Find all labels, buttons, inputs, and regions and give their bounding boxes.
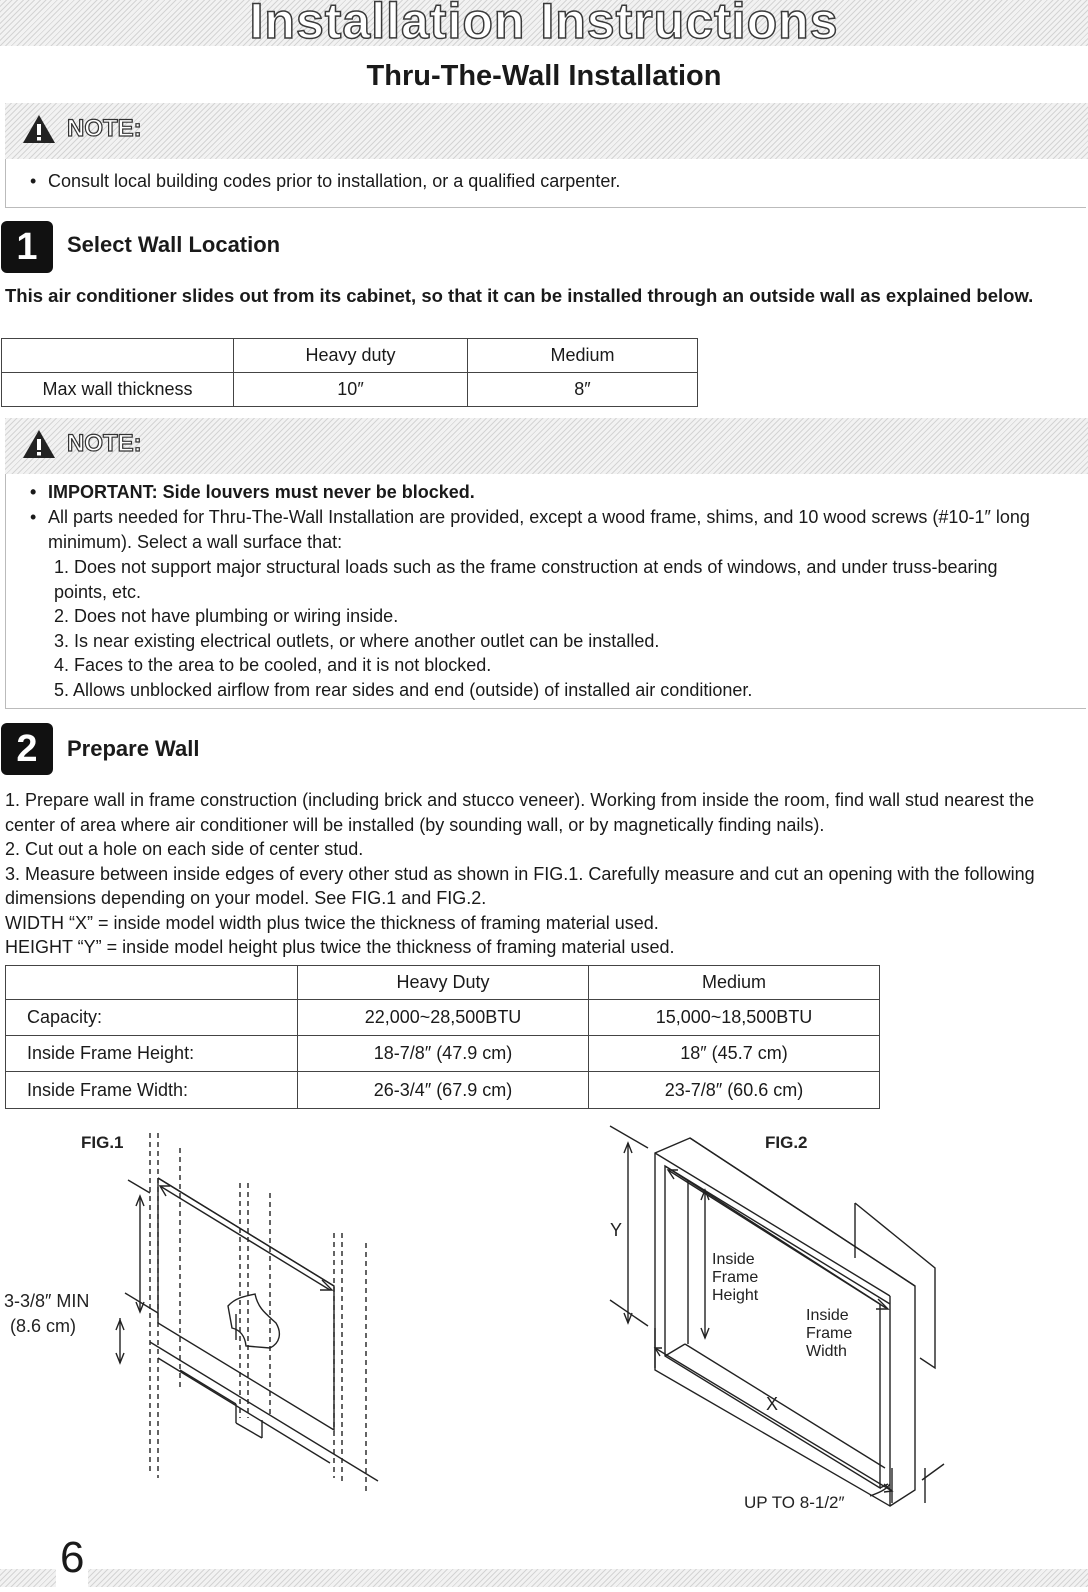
- table-row: [6, 966, 880, 1000]
- parts-bullet: • All parts needed for Thru-The-Wall Installation are provided, except a wood frame, shims, and 10 wood screws (#10-1″ long minimum). Select a wall surface that:: [6, 505, 1058, 555]
- table-cell: 22,000~28,500BTU: [298, 1000, 589, 1036]
- step-2-title: Prepare Wall: [67, 736, 200, 761]
- table-row: [6, 1036, 880, 1072]
- table-cell: Max wall thickness: [2, 373, 234, 407]
- step-1-badge: 1: [1, 221, 53, 273]
- table-header: Heavy Duty: [298, 966, 589, 1000]
- table-row: [2, 373, 698, 407]
- inside-frame-height-label: Inside: [712, 1251, 755, 1268]
- wall-thickness-table: [1, 338, 698, 407]
- instruction-paragraph: WIDTH “X” = inside model width plus twice the thickness of framing material used.: [5, 912, 659, 933]
- header-banner: [0, 0, 1088, 49]
- list-item: 5. Allows unblocked airflow from rear sides and end (outside) of installed air conditioner.: [54, 679, 753, 700]
- table-cell: Inside Frame Height:: [6, 1036, 298, 1072]
- inside-frame-height-label: Height: [712, 1287, 759, 1304]
- page-number: 6: [56, 1528, 88, 1588]
- fig1-min-line1: 3-3/8″ MIN: [4, 1291, 90, 1311]
- fig2-label: FIG.2: [765, 1133, 808, 1152]
- warning-icon: [21, 113, 57, 145]
- note-label-text: NOTE:: [67, 115, 142, 142]
- step-2-instructions: [5, 788, 1085, 960]
- table-cell: 10″: [234, 373, 468, 407]
- step-1-title: Select Wall Location: [67, 232, 281, 257]
- list-item: 2. Does not have plumbing or wiring inside.: [54, 606, 399, 626]
- table-header: Medium: [589, 966, 880, 1000]
- note-bar-2: [5, 418, 1088, 474]
- table-cell: 15,000~18,500BTU: [589, 1000, 880, 1036]
- note-label-2: [21, 428, 142, 460]
- table-cell: 26-3/4″ (67.9 cm): [298, 1072, 589, 1109]
- instruction-paragraph: 1. Prepare wall in frame construction (including brick and stucco veneer). Working from inside the room, find wall stud nearest the center of area where air conditioner will be installed (by sounding wall, or by magnetically finding nails).: [5, 790, 1035, 835]
- fig1-min-line2: (8.6 cm): [10, 1316, 77, 1336]
- list-item: 1. Does not support major structural loads such as the frame construction at ends of windows, and under truss-bearing points, etc.: [54, 557, 998, 602]
- note-bar-1: [5, 103, 1088, 159]
- fig1-label: FIG.1: [81, 1133, 124, 1152]
- table-cell: [2, 339, 234, 373]
- note-body-1: [5, 159, 1086, 208]
- footer-bar: [0, 1569, 1088, 1587]
- table-cell: [6, 966, 298, 1000]
- table-cell: 18″ (45.7 cm): [589, 1036, 880, 1072]
- table-row: [2, 339, 698, 373]
- note-label-text: NOTE:: [67, 430, 142, 457]
- table-header: Medium: [468, 339, 698, 373]
- page-title: Installation Instructions: [249, 0, 839, 49]
- table-row: [6, 1072, 880, 1109]
- page-subtitle: Thru-The-Wall Installation: [366, 60, 722, 92]
- frame-dimensions-table: [5, 965, 880, 1109]
- step-1-intro: This air conditioner slides out from its cabinet, so that it can be installed through an outside wall as explained below.: [5, 285, 1034, 306]
- inside-frame-width-label: Width: [806, 1343, 847, 1360]
- table-row: [6, 1000, 880, 1036]
- list-item: 4. Faces to the area to be cooled, and it is not blocked.: [54, 655, 492, 675]
- depth-label: UP TO 8-1/2″: [744, 1493, 845, 1512]
- fig2-diagram: [600, 1118, 960, 1528]
- fig2-x-label: X: [766, 1394, 779, 1414]
- inside-frame-width-label: Frame: [806, 1325, 853, 1342]
- list-item: 3. Is near existing electrical outlets, or where another outlet can be installed.: [54, 630, 660, 651]
- table-header: Heavy duty: [234, 339, 468, 373]
- note-bullet: • Consult local building codes prior to installation, or a qualified carpenter.: [6, 169, 1086, 194]
- step-2-badge: 2: [1, 723, 53, 775]
- table-cell: Inside Frame Width:: [6, 1072, 298, 1109]
- instruction-paragraph: 2. Cut out a hole on each side of center stud.: [5, 839, 364, 859]
- note-body-2: [5, 474, 1086, 709]
- table-cell: 23-7/8″ (60.6 cm): [589, 1072, 880, 1109]
- table-cell: Capacity:: [6, 1000, 298, 1036]
- fig1-diagram: [0, 1118, 420, 1518]
- table-cell: 18-7/8″ (47.9 cm): [298, 1036, 589, 1072]
- fig2-y-label: Y: [610, 1220, 623, 1240]
- inside-frame-width-label: Inside: [806, 1307, 849, 1324]
- note-label-1: [21, 113, 142, 145]
- important-bullet: • IMPORTANT: Side louvers must never be blocked.: [6, 480, 1086, 505]
- instruction-paragraph: HEIGHT “Y” = inside model height plus twice the thickness of framing material used.: [5, 937, 675, 957]
- warning-icon: [21, 428, 57, 460]
- table-cell: 8″: [468, 373, 698, 407]
- inside-frame-height-label: Frame: [712, 1269, 759, 1286]
- instruction-paragraph: 3. Measure between inside edges of every other stud as shown in FIG.1. Carefully measure and cut an opening with the following dimensions depending on your model. See FIG.1 and FIG.2.: [5, 863, 1035, 908]
